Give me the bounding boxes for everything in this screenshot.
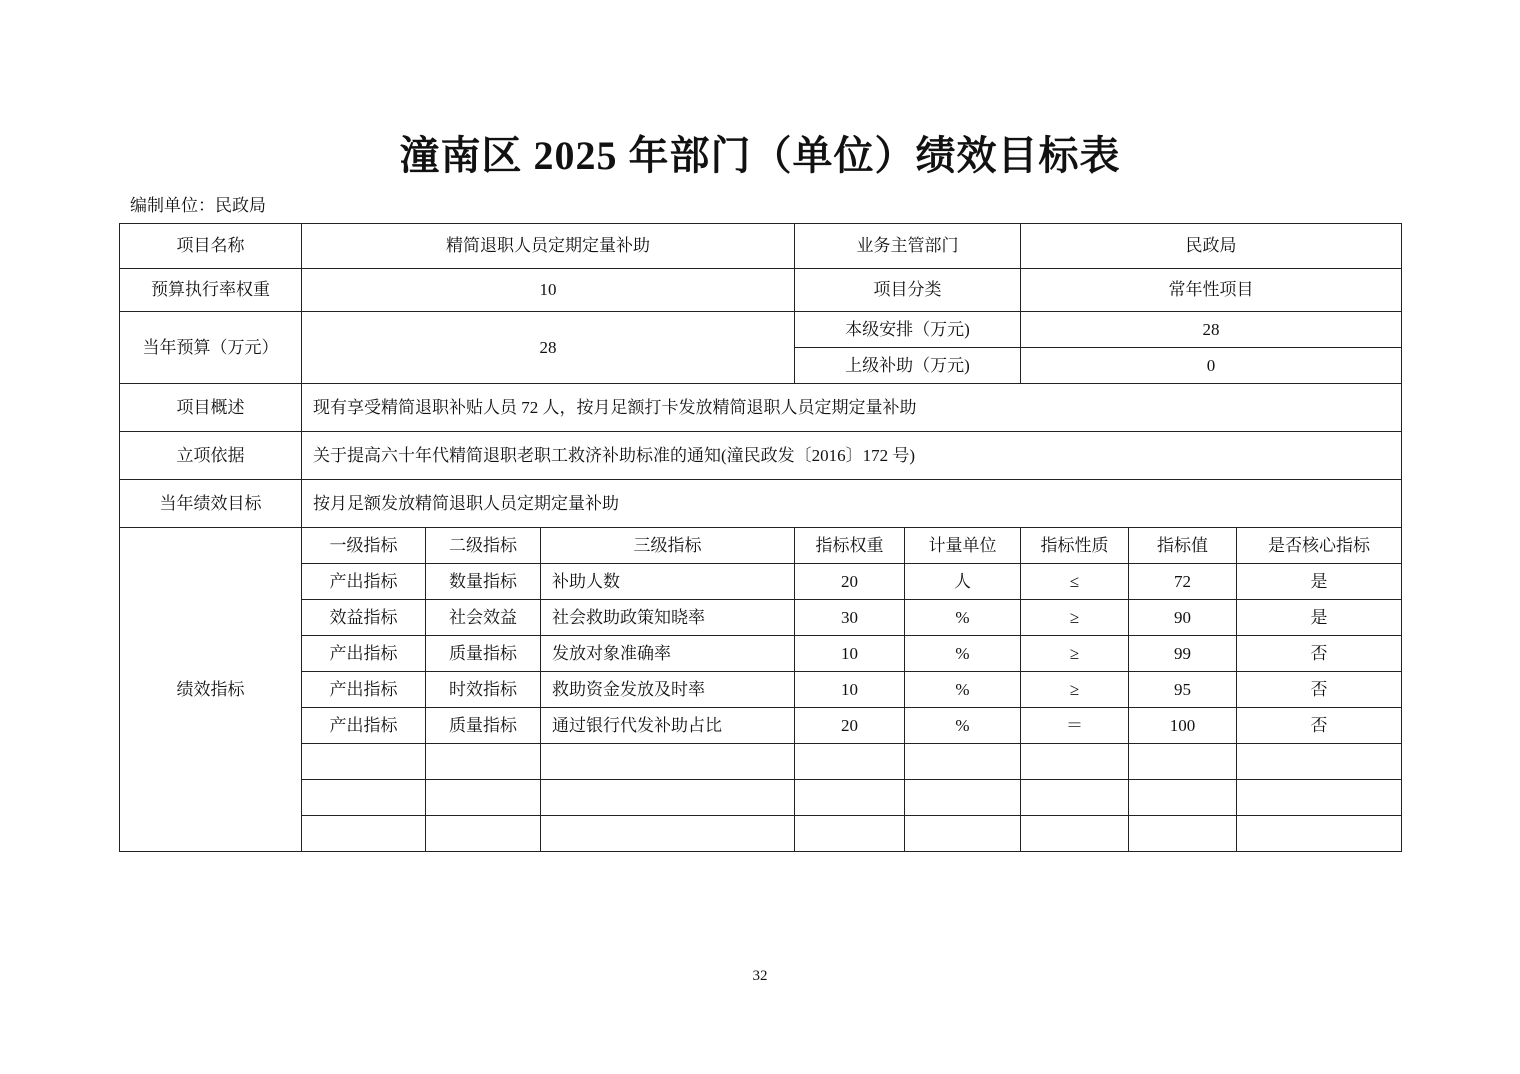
indicator-header-row bbox=[120, 528, 1402, 564]
nature-cell: ≥ bbox=[1021, 600, 1129, 636]
basis-value: 关于提高六十年代精简退职老职工救济补助标准的通知(潼民政发〔2016〕172 号) bbox=[302, 432, 1402, 480]
level1-cell: 产出指标 bbox=[302, 636, 426, 672]
empty-cell bbox=[795, 780, 905, 816]
value-cell: 100 bbox=[1129, 708, 1237, 744]
level2-cell: 时效指标 bbox=[426, 672, 541, 708]
level1-cell: 效益指标 bbox=[302, 600, 426, 636]
indicator-row-empty bbox=[120, 744, 1402, 780]
empty-cell bbox=[302, 780, 426, 816]
indicator-row bbox=[120, 564, 1402, 600]
overview-label: 项目概述 bbox=[120, 384, 302, 432]
local-budget-label: 本级安排（万元) bbox=[795, 312, 1021, 348]
weight-cell: 20 bbox=[795, 708, 905, 744]
project-name-label: 项目名称 bbox=[120, 224, 302, 269]
local-budget-value: 28 bbox=[1021, 312, 1402, 348]
empty-cell bbox=[541, 816, 795, 852]
indicator-row bbox=[120, 600, 1402, 636]
nature-cell: ≤ bbox=[1021, 564, 1129, 600]
budget-label: 当年预算（万元） bbox=[120, 312, 302, 384]
goal-value: 按月足额发放精简退职人员定期定量补助 bbox=[302, 480, 1402, 528]
level3-cell: 发放对象准确率 bbox=[541, 636, 795, 672]
compiler-unit: 编制单位：民政局 bbox=[130, 196, 266, 215]
empty-cell bbox=[1129, 780, 1237, 816]
unit-cell: 人 bbox=[905, 564, 1021, 600]
level3-cell: 补助人数 bbox=[541, 564, 795, 600]
empty-cell bbox=[795, 816, 905, 852]
weight-cell: 10 bbox=[795, 672, 905, 708]
value-cell: 90 bbox=[1129, 600, 1237, 636]
level2-cell: 社会效益 bbox=[426, 600, 541, 636]
level1-cell: 产出指标 bbox=[302, 564, 426, 600]
level2-cell: 质量指标 bbox=[426, 708, 541, 744]
indicator-row bbox=[120, 672, 1402, 708]
table-row bbox=[120, 224, 1402, 269]
empty-cell bbox=[1021, 744, 1129, 780]
table-row bbox=[120, 269, 1402, 312]
weight-value: 10 bbox=[302, 269, 795, 312]
header-level3: 三级指标 bbox=[541, 528, 795, 564]
empty-cell bbox=[905, 780, 1021, 816]
budget-value: 28 bbox=[302, 312, 795, 384]
dept-label: 业务主管部门 bbox=[795, 224, 1021, 269]
empty-cell bbox=[1129, 744, 1237, 780]
performance-table bbox=[119, 223, 1402, 852]
level3-cell: 通过银行代发补助占比 bbox=[541, 708, 795, 744]
page-number: 32 bbox=[752, 968, 768, 984]
empty-cell bbox=[302, 744, 426, 780]
core-cell: 否 bbox=[1237, 672, 1402, 708]
header-nature: 指标性质 bbox=[1021, 528, 1129, 564]
empty-cell bbox=[1237, 816, 1402, 852]
unit-cell: % bbox=[905, 708, 1021, 744]
value-cell: 72 bbox=[1129, 564, 1237, 600]
table-row bbox=[120, 312, 1402, 348]
value-cell: 99 bbox=[1129, 636, 1237, 672]
core-cell: 是 bbox=[1237, 564, 1402, 600]
core-cell: 否 bbox=[1237, 636, 1402, 672]
indicator-row-empty bbox=[120, 816, 1402, 852]
level3-cell: 救助资金发放及时率 bbox=[541, 672, 795, 708]
empty-cell bbox=[795, 744, 905, 780]
empty-cell bbox=[426, 780, 541, 816]
indicator-row bbox=[120, 708, 1402, 744]
empty-cell bbox=[1129, 816, 1237, 852]
unit-cell: % bbox=[905, 600, 1021, 636]
upper-subsidy-value: 0 bbox=[1021, 348, 1402, 384]
value-cell: 95 bbox=[1129, 672, 1237, 708]
core-cell: 否 bbox=[1237, 708, 1402, 744]
nature-cell: ≥ bbox=[1021, 672, 1129, 708]
overview-value: 现有享受精简退职补贴人员 72 人，按月足额打卡发放精简退职人员定期定量补助 bbox=[302, 384, 1402, 432]
table-row bbox=[120, 480, 1402, 528]
empty-cell bbox=[426, 744, 541, 780]
core-cell: 是 bbox=[1237, 600, 1402, 636]
indicators-label: 绩效指标 bbox=[120, 528, 302, 852]
table-row bbox=[120, 384, 1402, 432]
empty-cell bbox=[426, 816, 541, 852]
header-core: 是否核心指标 bbox=[1237, 528, 1402, 564]
category-label: 项目分类 bbox=[795, 269, 1021, 312]
weight-cell: 10 bbox=[795, 636, 905, 672]
page-title: 潼南区 2025 年部门（单位）绩效目标表 bbox=[399, 133, 1121, 178]
header-level1: 一级指标 bbox=[302, 528, 426, 564]
header-level2: 二级指标 bbox=[426, 528, 541, 564]
unit-cell: % bbox=[905, 672, 1021, 708]
goal-label: 当年绩效目标 bbox=[120, 480, 302, 528]
header-value: 指标值 bbox=[1129, 528, 1237, 564]
level2-cell: 数量指标 bbox=[426, 564, 541, 600]
weight-cell: 20 bbox=[795, 564, 905, 600]
table-row bbox=[120, 432, 1402, 480]
header-weight: 指标权重 bbox=[795, 528, 905, 564]
level1-cell: 产出指标 bbox=[302, 708, 426, 744]
project-name-value: 精简退职人员定期定量补助 bbox=[302, 224, 795, 269]
category-value: 常年性项目 bbox=[1021, 269, 1402, 312]
empty-cell bbox=[541, 744, 795, 780]
weight-cell: 30 bbox=[795, 600, 905, 636]
level3-cell: 社会救助政策知晓率 bbox=[541, 600, 795, 636]
indicator-row-empty bbox=[120, 780, 1402, 816]
indicator-row bbox=[120, 636, 1402, 672]
nature-cell: ≥ bbox=[1021, 636, 1129, 672]
empty-cell bbox=[1021, 780, 1129, 816]
empty-cell bbox=[905, 816, 1021, 852]
empty-cell bbox=[905, 744, 1021, 780]
empty-cell bbox=[302, 816, 426, 852]
empty-cell bbox=[1237, 744, 1402, 780]
nature-cell: ＝ bbox=[1021, 708, 1129, 744]
empty-cell bbox=[1021, 816, 1129, 852]
empty-cell bbox=[1237, 780, 1402, 816]
weight-label: 预算执行率权重 bbox=[120, 269, 302, 312]
dept-value: 民政局 bbox=[1021, 224, 1402, 269]
level1-cell: 产出指标 bbox=[302, 672, 426, 708]
level2-cell: 质量指标 bbox=[426, 636, 541, 672]
unit-cell: % bbox=[905, 636, 1021, 672]
header-unit: 计量单位 bbox=[905, 528, 1021, 564]
empty-cell bbox=[541, 780, 795, 816]
basis-label: 立项依据 bbox=[120, 432, 302, 480]
upper-subsidy-label: 上级补助（万元) bbox=[795, 348, 1021, 384]
